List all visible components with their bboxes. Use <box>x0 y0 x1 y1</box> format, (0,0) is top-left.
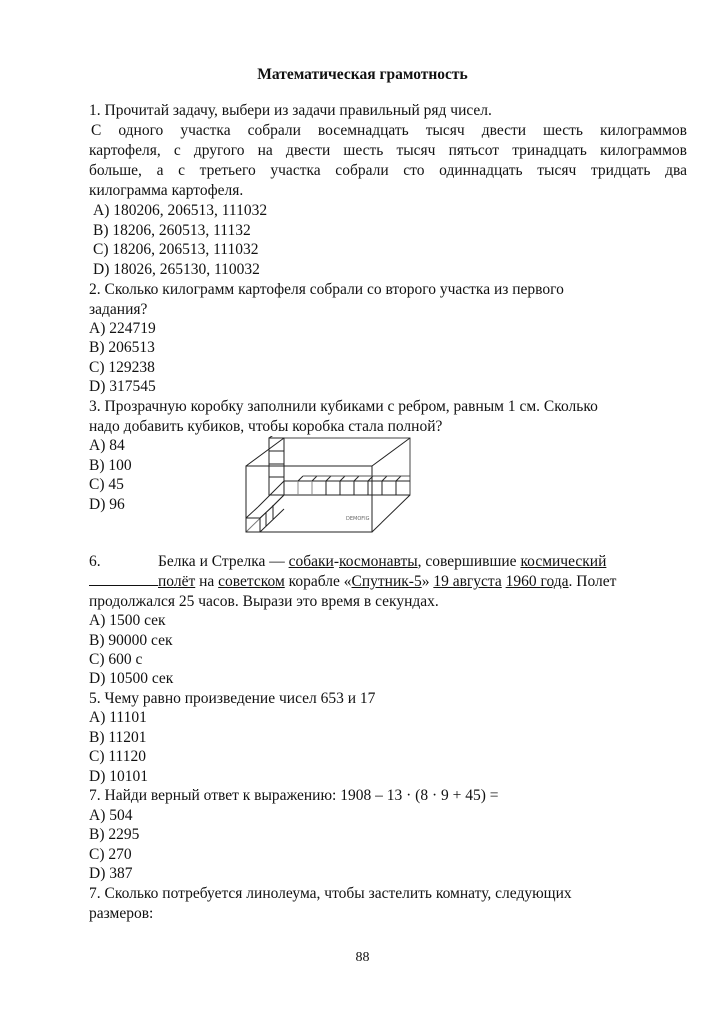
q1-text-line: килограмма картофеля. <box>89 182 244 199</box>
link-polet[interactable]: полёт <box>158 573 196 590</box>
q1-prompt: 1. Прочитай задачу, выбери из задачи правильный ряд чисел. <box>89 102 492 119</box>
q1-option-c: C) 18206, 206513, 111032 <box>93 241 259 258</box>
q3-prompt-line: надо добавить кубиков, чтобы коробка стала полной? <box>89 418 443 435</box>
q6-option-c: C) 600 с <box>89 651 143 668</box>
q3-prompt-line: 3. Прозрачную коробку заполнили кубиками с ребром, равным 1 см. Сколько <box>89 398 598 415</box>
q1-option-b: B) 18206, 260513, 11132 <box>93 222 251 239</box>
q2-prompt-line: задания? <box>89 301 148 318</box>
q3-option-c: C) 45 <box>89 476 124 493</box>
q2-option-b: B) 206513 <box>89 339 155 356</box>
q1-text-line: больше, а с третьего участка собрали сто одиннадцать тысяч тридцать два <box>89 162 687 179</box>
q6-line-2 <box>89 572 616 592</box>
q7a-option-b: B) 2295 <box>89 826 140 843</box>
q5-option-a: A) 11101 <box>89 709 147 726</box>
link-19-avgusta[interactable]: 19 августа <box>433 573 502 590</box>
q7b-prompt-line: размеров: <box>89 905 154 922</box>
link-kosmicheskiy[interactable]: космический <box>520 553 607 570</box>
figure-caption: DEMOFIG <box>346 516 370 522</box>
q2-option-c: C) 129238 <box>89 359 155 376</box>
q3-option-a: A) 84 <box>89 437 125 454</box>
link-sputnik-5[interactable]: Спутник-5 <box>351 573 422 590</box>
q6-text: » <box>421 573 434 590</box>
q1-text-line: С одного участка собрали восемнадцать тысяч двести шесть килограммов <box>91 122 687 139</box>
link-kosmonavty[interactable]: космонавты <box>339 553 418 570</box>
link-1960-goda[interactable]: 1960 года <box>505 573 569 590</box>
q6-number: 6. <box>89 553 101 570</box>
q6-text: . Полет <box>568 573 617 590</box>
q1-text-line: картофеля, с другого на двести шесть тысяч пятьсот тринадцать килограммов <box>89 142 687 159</box>
q5-option-c: C) 11120 <box>89 748 146 765</box>
q6-option-b: B) 90000 сек <box>89 632 173 649</box>
q3-option-b: B) 100 <box>89 457 132 474</box>
q1-option-a: A) 180206, 206513, 111032 <box>93 202 268 219</box>
cube-box-figure <box>240 436 412 534</box>
q5-prompt: 5. Чему равно произведение чисел 653 и 17 <box>89 690 376 707</box>
q6-text: корабле « <box>284 573 352 590</box>
q2-prompt-line: 2. Сколько килограмм картофеля собрали со второго участка из первого <box>89 281 564 298</box>
q7b-prompt-line: 7. Сколько потребуется линолеума, чтобы застелить комнату, следующих <box>89 885 572 902</box>
q1-option-d: D) 18026, 265130, 110032 <box>93 261 260 278</box>
q6-text: , совершившие <box>417 553 521 570</box>
q6-text: на <box>195 573 219 590</box>
q7a-option-d: D) 387 <box>89 865 133 882</box>
page-title: Математическая грамотность <box>257 66 468 83</box>
link-sovetskom[interactable]: советском <box>218 573 285 590</box>
page-number: 88 <box>355 950 370 965</box>
q6-text: - <box>333 553 340 570</box>
q6-option-d: D) 10500 сек <box>89 670 174 687</box>
q6-line-3: продолжался 25 часов. Вырази это время в секундах. <box>89 593 439 610</box>
tab-underline <box>89 573 158 586</box>
q2-option-a: A) 224719 <box>89 320 156 337</box>
q5-option-b: B) 11201 <box>89 729 147 746</box>
q6-option-a: A) 1500 сек <box>89 612 166 629</box>
q7a-option-c: C) 270 <box>89 846 132 863</box>
q7a-prompt: 7. Найди верный ответ к выражению: 1908 – 13 · (8 · 9 + 45) = <box>89 787 499 804</box>
link-sobaki[interactable]: собаки <box>288 553 334 570</box>
q3-option-d: D) 96 <box>89 496 125 513</box>
q7a-option-a: A) 504 <box>89 807 133 824</box>
q2-option-d: D) 317545 <box>89 378 156 395</box>
q6-line-1 <box>89 552 606 572</box>
q5-option-d: D) 10101 <box>89 768 148 785</box>
q6-text: Белка и Стрелка — <box>158 553 289 570</box>
